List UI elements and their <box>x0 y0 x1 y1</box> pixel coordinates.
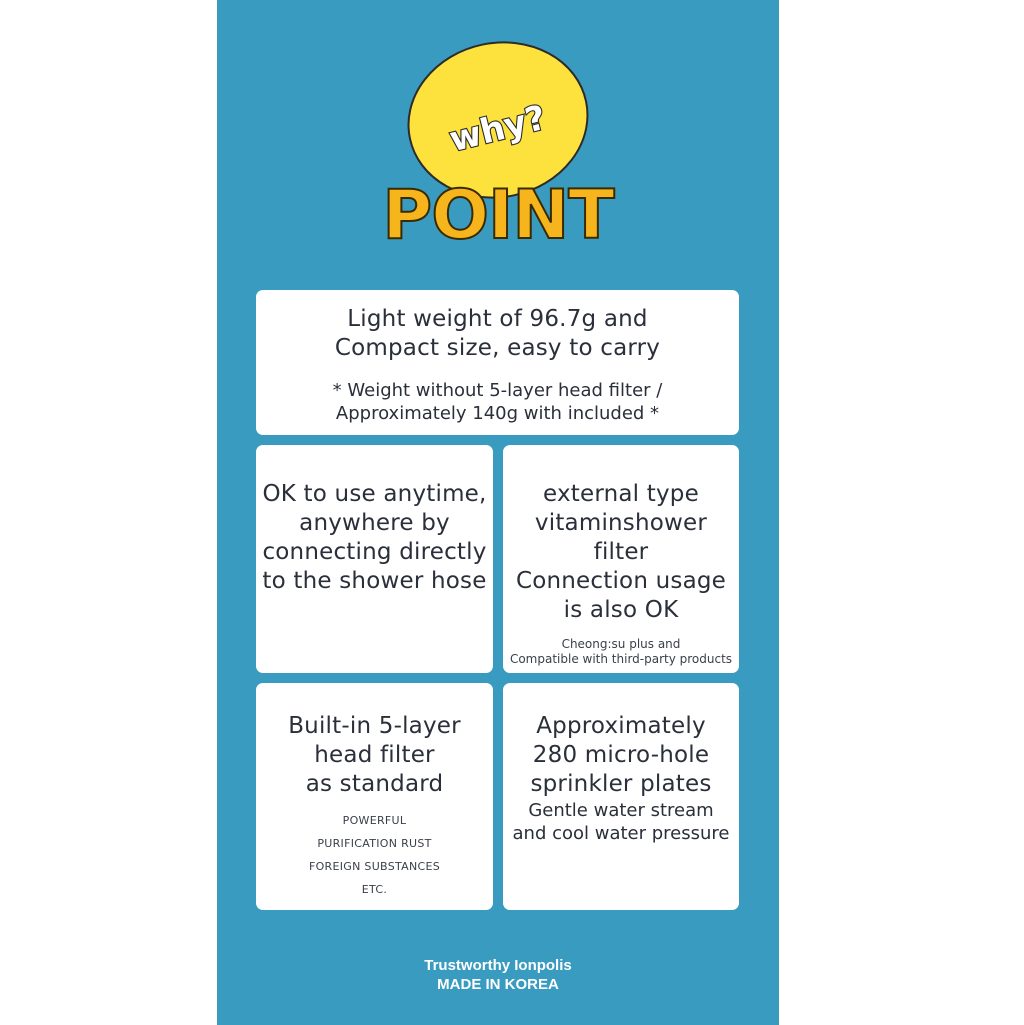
anywhere-line-3: connecting directly <box>262 539 487 565</box>
external-line-2: vitaminshower <box>534 510 708 536</box>
filter-line-1: Built-in 5-layer <box>288 713 461 739</box>
external-line-5: is also OK <box>563 597 679 623</box>
footer-origin: MADE IN KOREA <box>437 976 559 993</box>
external-note-1: Cheong:su plus and <box>561 637 681 651</box>
card-micro-hole <box>503 683 739 910</box>
external-line-1: external type <box>543 481 699 507</box>
external-line-4: Connection usage <box>515 568 727 594</box>
filter-item-2: PURIFICATION RUST <box>317 837 432 850</box>
external-line-3: filter <box>593 539 649 565</box>
point-title: POINT <box>382 176 614 255</box>
anywhere-line-2: anywhere by <box>299 510 450 536</box>
filter-item-1: POWERFUL <box>342 814 407 827</box>
filter-line-3: as standard <box>305 771 444 797</box>
card-external-filter <box>503 445 739 673</box>
microhole-line-1: Approximately <box>536 713 706 739</box>
microhole-sub-1: Gentle water stream <box>528 800 714 821</box>
filter-item-3: FOREIGN SUBSTANCES <box>308 860 441 873</box>
weight-note-1: * Weight without 5-layer head filter / <box>332 380 663 401</box>
footer-brand: Trustworthy Ionpolis <box>424 957 572 974</box>
badge-text: why? <box>445 97 550 161</box>
weight-note-2: Approximately 140g with included * <box>335 403 660 424</box>
poster-panel <box>217 0 779 1025</box>
microhole-sub-2: and cool water pressure <box>512 823 730 844</box>
card-head-filter <box>256 683 493 910</box>
card-weight <box>256 290 739 435</box>
card-anywhere <box>256 445 493 673</box>
anywhere-line-1: OK to use anytime, <box>262 481 487 507</box>
weight-line-2: Compact size, easy to carry <box>334 335 661 361</box>
external-note-2: Compatible with third-party products <box>509 652 733 666</box>
filter-item-4: ETC. <box>361 883 388 896</box>
anywhere-line-4: to the shower hose <box>262 568 487 594</box>
microhole-line-3: sprinkler plates <box>530 771 712 797</box>
weight-line-1: Light weight of 96.7g and <box>347 306 648 332</box>
microhole-line-2: 280 micro-hole <box>532 742 710 768</box>
filter-line-2: head filter <box>314 742 435 768</box>
